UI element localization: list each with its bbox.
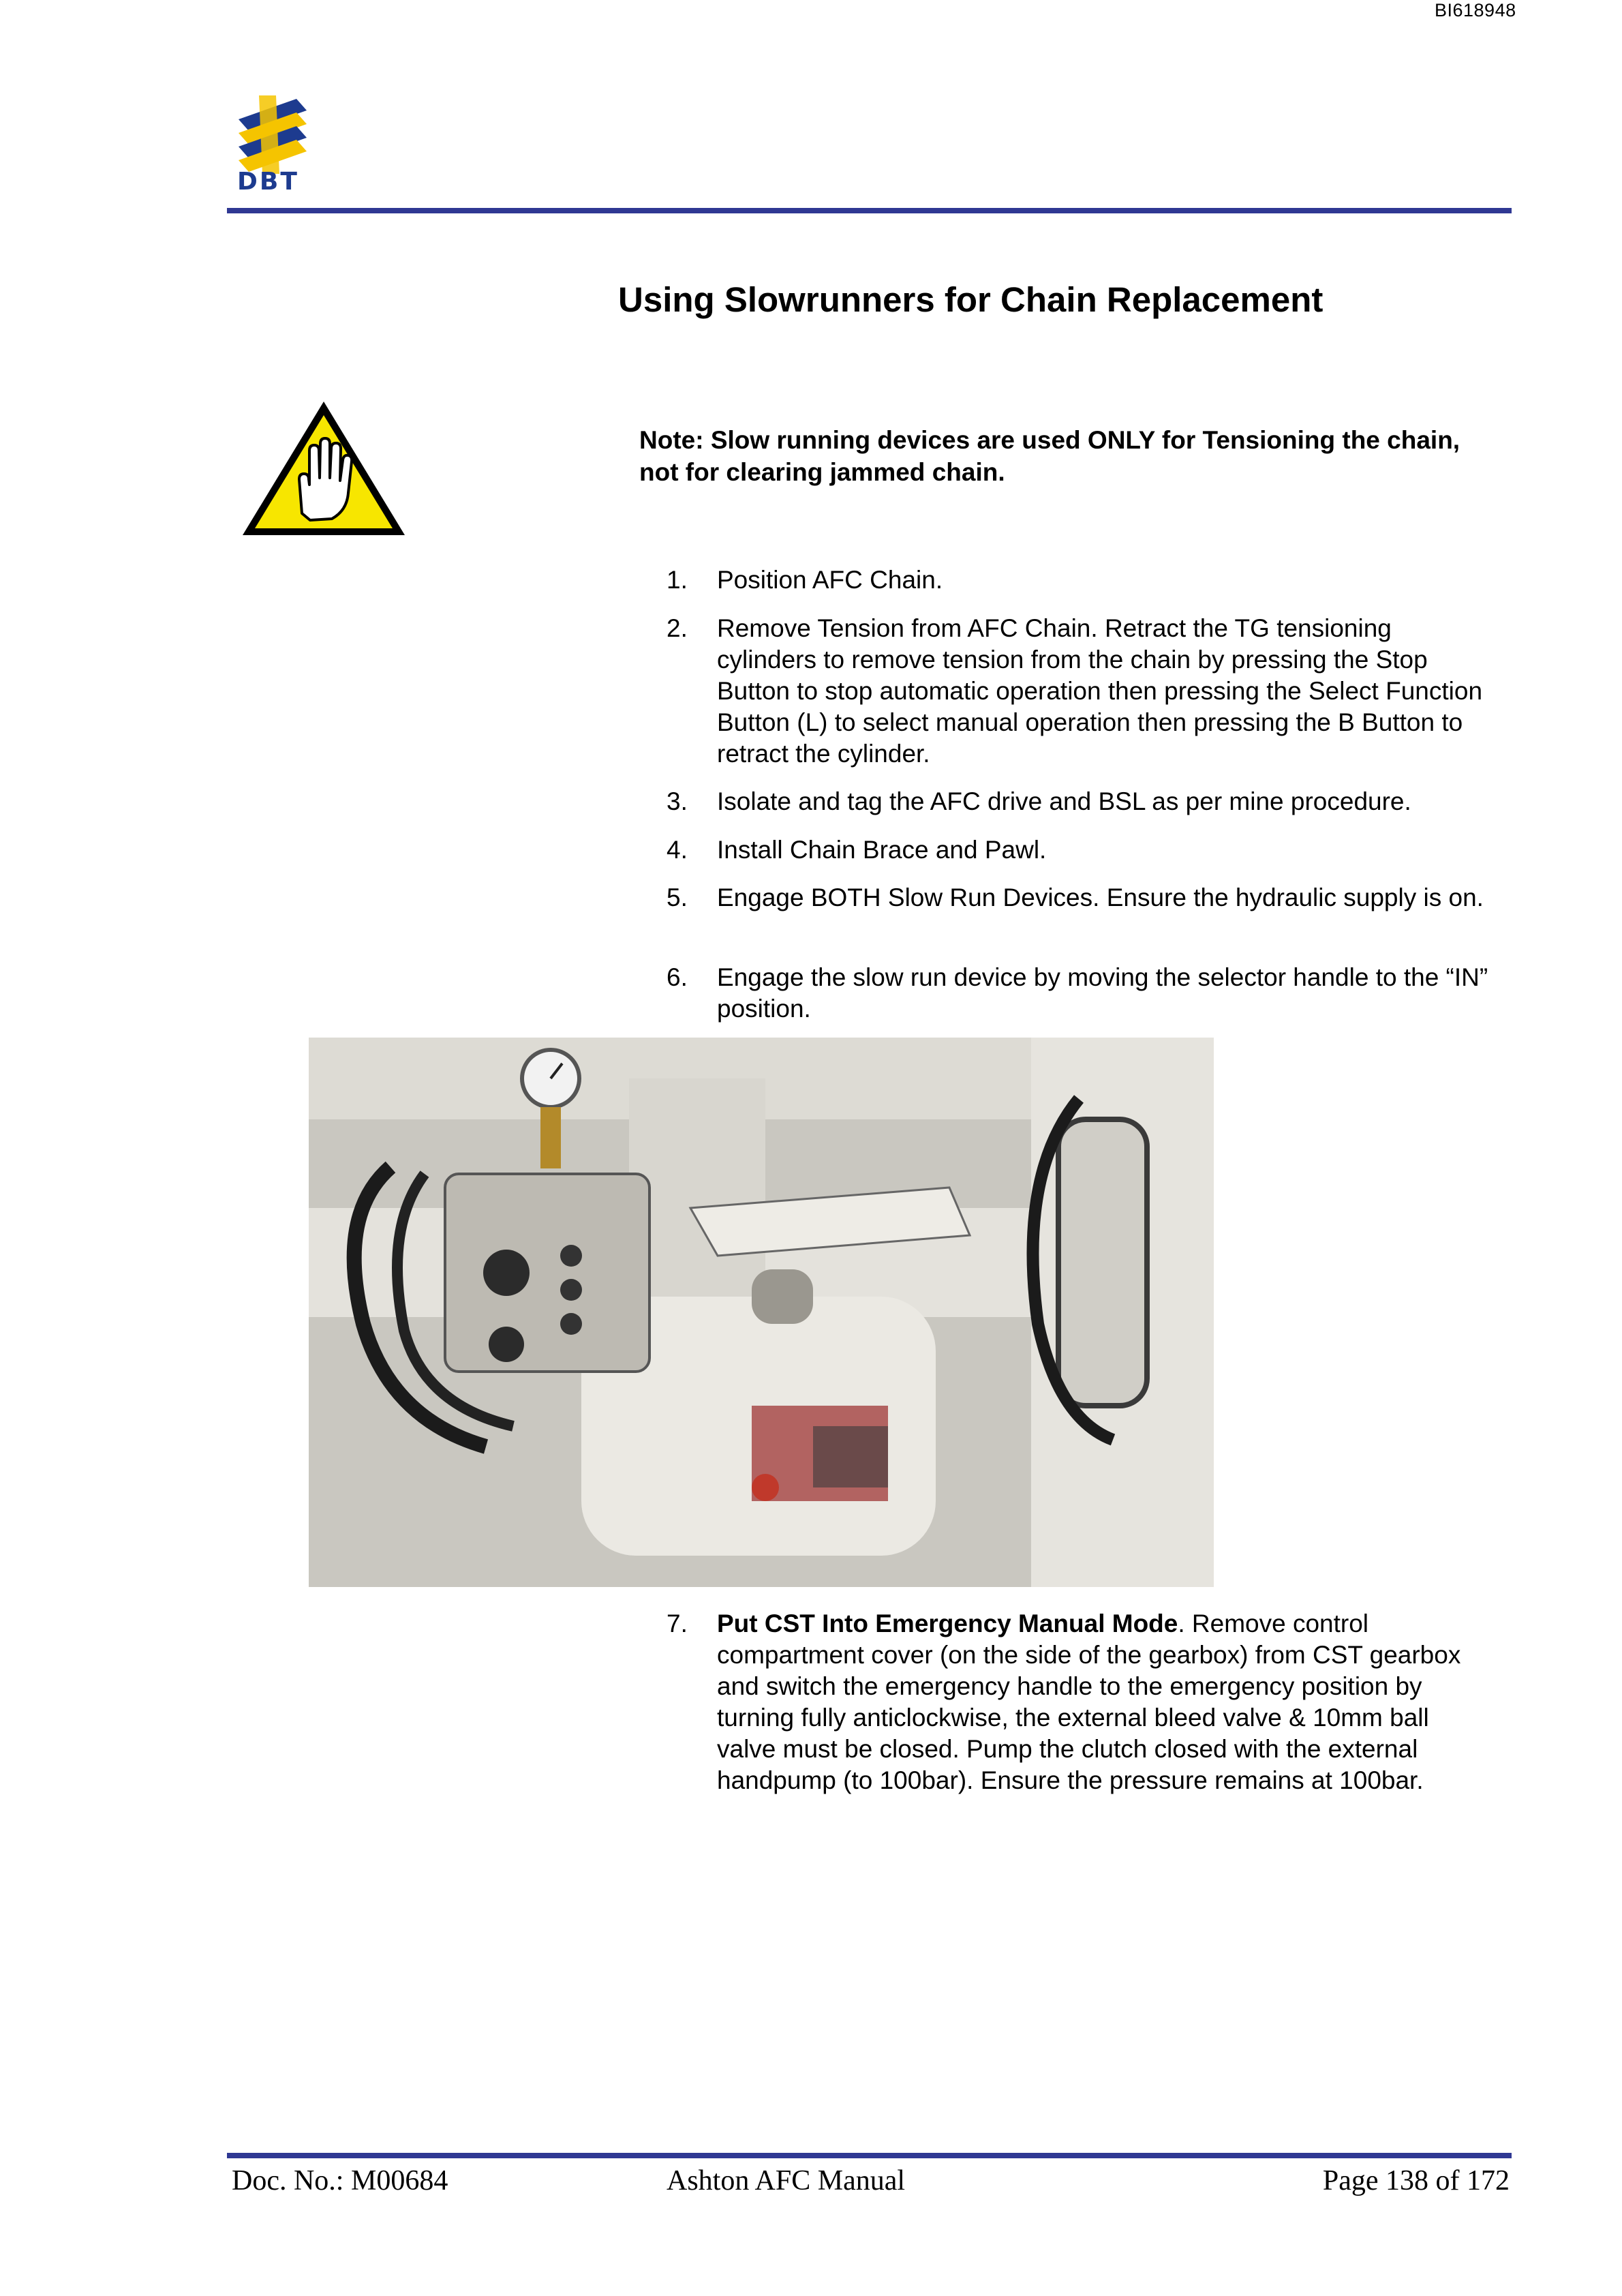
list-item <box>667 564 1512 596</box>
list-item <box>667 962 1512 1025</box>
step-text: Position AFC Chain. <box>717 566 943 594</box>
step-number: 3. <box>667 787 688 815</box>
footer-rule <box>227 2153 1512 2158</box>
step-text: Remove Tension from AFC Chain. Retract the TG tensioning cylinders to remove tension from the chain by pressing the Stop Button to stop automatic operation then pressing the Select Function Button (L) to select manual operation then pressing the B Button to retract the cylinder. <box>717 614 1483 768</box>
logo-text: DBT <box>237 168 299 196</box>
slow-run-device-photo <box>309 1038 1214 1587</box>
step-text <box>717 1608 1490 1796</box>
step-bold-heading: Put CST Into Emergency Manual Mode <box>717 1610 1178 1637</box>
step-number: 5. <box>667 883 688 911</box>
list-item <box>667 834 1512 866</box>
doc-code: BI618948 <box>1435 0 1516 20</box>
page-title: Using Slowrunners for Chain Replacement <box>618 280 1323 319</box>
step-number: 4. <box>667 836 688 864</box>
step-number: 6. <box>667 963 688 991</box>
step-number: 2. <box>667 614 688 642</box>
list-item <box>667 786 1512 817</box>
note-text: Note: Slow running devices are used ONLY for Tensioning the chain, not for clearing jammed chain. <box>639 426 1460 486</box>
step-number: 7. <box>667 1610 688 1637</box>
step-text: Isolate and tag the AFC drive and BSL as per mine procedure. <box>717 787 1411 815</box>
footer-manual-title: Ashton AFC Manual <box>667 2165 906 2196</box>
step-text: Engage BOTH Slow Run Devices. Ensure the hydraulic supply is on. <box>717 883 1484 911</box>
step-body: . Remove control compartment cover (on the side of the gearbox) from CST gearbox and switch the emergency handle to the emergency position by turning fully anticlockwise, the external bleed valve & 10mm ball valve must be closed. Pump the clutch closed with the external handpump (to 100bar). Ensure the pressure remains at 100bar. <box>717 1610 1461 1794</box>
step-text: Engage the slow run device by moving the selector handle to the “IN” position. <box>717 963 1488 1023</box>
hand-stop-warning-icon <box>239 397 409 541</box>
header-rule <box>227 208 1512 213</box>
list-item <box>667 613 1512 770</box>
step-text: Install Chain Brace and Pawl. <box>717 836 1047 864</box>
footer-page-number: Page 138 of 172 <box>1322 2165 1510 2196</box>
list-item <box>667 882 1512 913</box>
step-number: 1. <box>667 566 688 594</box>
list-item <box>667 1608 1512 1796</box>
footer-doc-number: Doc. No.: M00684 <box>232 2165 448 2196</box>
